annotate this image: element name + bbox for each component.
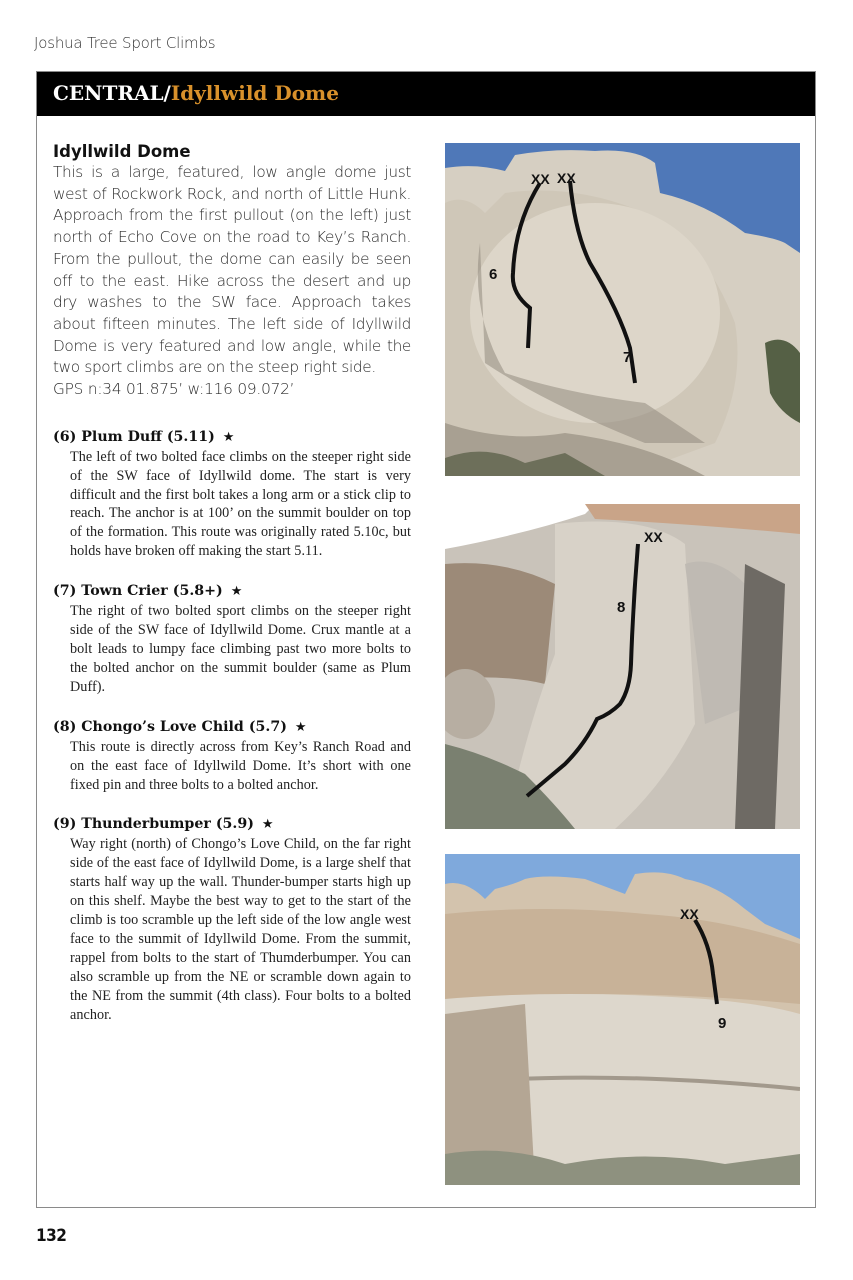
route-description: This route is directly across from Key’s Ranch Road and on the east face of Idyllwild Dome. It’s short with one fixed pin and three bolts to a bolted anchor.: [70, 738, 411, 793]
route-entry: [53, 814, 411, 1024]
route-entry: [53, 427, 411, 561]
area-name: Idyllwild Dome: [170, 81, 339, 105]
content-frame: [36, 71, 816, 1208]
route-heading: [53, 717, 411, 738]
star-icon: ★: [261, 817, 274, 833]
running-head: Joshua Tree Sport Climbs: [34, 34, 216, 52]
route-description: The right of two bolted sport climbs on the steeper right side of the SW face of Idyllwild Dome. Crux mantle at a bolt leads to lumpy face climbing past two more bolts to the bolted anchor on the summit boulder (same as Plum Duff).: [70, 603, 411, 695]
route-number: (9): [53, 816, 77, 833]
anchor-label: XX: [680, 906, 699, 922]
route-entry: [53, 581, 411, 697]
photo-east-face-route-8: [445, 504, 800, 829]
route-name: Chongo’s Love Child: [81, 718, 244, 735]
rock-photo: [445, 143, 800, 476]
rock-photo: [445, 504, 800, 829]
page-number: 132: [36, 1226, 67, 1246]
star-icon: ★: [294, 719, 307, 735]
route-number: (7): [53, 583, 77, 600]
route-grade: (5.9): [215, 816, 254, 833]
route-label-6: 6: [489, 266, 498, 283]
route-description: Way right (north) of Chongo’s Love Child, on the far right side of the east face of Idyllwild Dome, is a large shelf that starts half way up the wall. Thunder-bumper starts high up on this shelf. Maybe the best way to get to the start of the climb is too scramble up the left side of the low angle west face to the summit of Idyllwild Dome. From the summit, rappel from bolts to the start of Thumderbumper. You can also scramble up from the NE or scramble down again to the NE from the summit (4th class). Four bolts to a bolted anchor.: [70, 836, 411, 1023]
photo-east-face-route-9: [445, 854, 800, 1185]
star-icon: ★: [230, 584, 243, 600]
photo-sw-face-routes-6-7: [445, 143, 800, 476]
route-grade: (5.11): [166, 428, 215, 445]
text-column: [53, 142, 411, 1024]
route-heading: [53, 814, 411, 835]
region-name: CENTRAL/: [53, 81, 171, 105]
section-title: Idyllwild Dome: [53, 142, 191, 161]
route-number: (6): [53, 428, 77, 445]
intro-paragraph: This is a large, featured, low angle dome just west of Rockwork Rock, and north of Little Hunk. Approach from the first pullout (on the left) just north of Echo Cove on the road to Key’s Ranch. From the pullout, the dome can easily be seen off to the east. Hike across the desert and up dry washes to the SW face. Approach takes about fifteen minutes. The left side of Idyllwild Dome is very featured and low angle, while the two sport climbs are on the steep right side.: [53, 163, 411, 377]
route-heading: [53, 581, 411, 602]
route-heading: [53, 427, 411, 448]
route-name: Town Crier: [81, 583, 168, 600]
title-bar: [37, 72, 815, 116]
route-number: (8): [53, 718, 77, 735]
route-name: Plum Duff: [81, 428, 162, 445]
route-label-9: 9: [718, 1015, 727, 1032]
route-label-7: 7: [623, 349, 632, 366]
star-icon: ★: [222, 429, 235, 445]
route-name: Thunderbumper: [81, 816, 211, 833]
route-description: The left of two bolted face climbs on the steeper right side of the SW face of Idyllwild dome. The start is very difficult and the first bolt takes a long arm or a stick clip to reach. The anchor is at 100’ on the summit boulder on top of the formation. This route was originally rated 5.10c, but holds have broken off making the start 5.11.: [70, 448, 411, 560]
route-entry: [53, 717, 411, 795]
anchor-label: XX: [557, 170, 576, 186]
page-title: [53, 81, 339, 105]
gps-coordinates: GPS n:34 01.875’ w:116 09.072’: [53, 380, 295, 399]
route-grade: (5.7): [248, 718, 287, 735]
anchor-label: XX: [644, 529, 663, 545]
anchor-label: XX: [531, 171, 550, 187]
route-grade: (5.8+): [172, 583, 223, 600]
rock-photo: [445, 854, 800, 1185]
route-label-8: 8: [617, 599, 626, 616]
